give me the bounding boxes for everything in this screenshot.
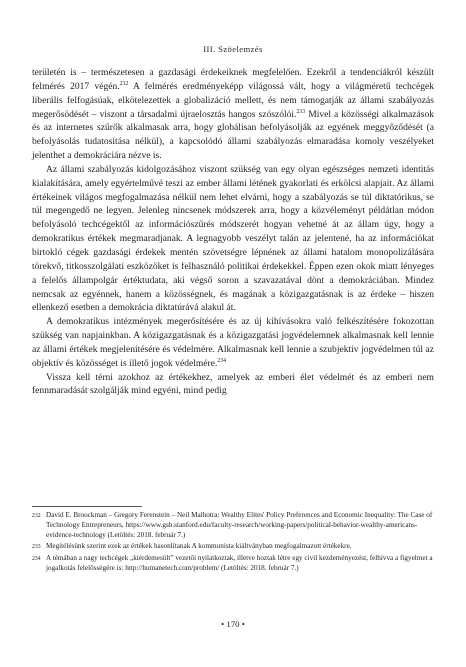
paragraph-text: Az állami szabályozás kidolgozásához viszont szükség van egy olyan egészséges nemzeti identitás kialakítására, amely egyértelművé teszi az ember állami létének gyakorlati és erkölcsi alapjait. Az állami értékeinek világos megfogalmazása nélkül nem lehet elvárni, hogy a szabályozás se túl diktatórikus, se túl megengedő ne legyen. Jelenleg nincsenek módszerek arra, hogy a közvéleményt példátlan módon befolyásoló techcégektől az információszűrés módszerét hogyan vehetné át az állam úgy, hogy a demokratikus értékek megmaradjanak. A legnagyobb veszélyt talán az jelentené, ha az információkat birtokló cégek gazdasági érdekek mentén szövetségre lépnének az állami hatalom monopolizálására törekvő, titkosszolgálati eszközöket is felhasználó politikai érdekekkel. Éppen ezen okok miatt lényeges a felelős állampolgár értéktudata, aki végső soron a szavazatával dönt a demokráciában. Mindez nemcsak az egyénnek, hanem a közösségnek, és magának a közigazgatásnak is az érdeke – hiszen ellenkező esetben a demokrácia diktatúrává alakul át. xyxy=(32,163,434,314)
footnote-text: A témában a nagy techcégek „kiérdemesült” vezetői nyilatkoztak, illetve hoztak létre egy civil kezdeményezést, felhívva a figyelmet a jogalkotás felelősségére is: http://humanetech.com/problem/ (Letöltés: 2018. február 7.) xyxy=(46,554,433,573)
footnote-reference[interactable]: 233 xyxy=(296,108,306,115)
page-number: • 170 • xyxy=(221,619,245,629)
paragraph xyxy=(32,371,434,399)
footnote-reference[interactable]: 234 xyxy=(217,357,227,364)
running-header: III. Szöelemzés xyxy=(203,44,263,54)
footnote-number: 232 xyxy=(32,513,41,519)
footnote xyxy=(32,541,434,552)
footnote-reference[interactable]: 232 xyxy=(119,80,129,87)
footnote-number: 233 xyxy=(32,544,41,551)
footnotes xyxy=(32,510,434,575)
paragraph-text: Vissza kell térni azokhoz az értékekhez, amelyek az emberi élet védelmét és az emberi nem fennmaradását szolgálják mind egyéni, mind pedig xyxy=(32,371,434,397)
footnote-divider xyxy=(32,506,142,507)
paragraph-text: területén is – természetesen a gazdasági érdekeiknek megfelelően. Ezekről a tendenciákról készült felmérés 2017 végén. xyxy=(32,67,434,92)
paragraph xyxy=(32,66,434,163)
footnote-text: David E. Broockman – Gregory Ferenstein – Neil Malhotra: Wealthy Elites' Policy Preferences and Economic Inequality: The Case of Technology Entrepreneurs, https://www.gsb.stanford.edu/faculty-research/working-papers/political-behavior-wealthy-americans-evidence-technology (Letöltés: 2018. február 7.) xyxy=(46,511,433,540)
footnote xyxy=(32,510,434,540)
footnote-number: 234 xyxy=(32,556,41,563)
footnote-text: Megítélésünk szerint ezek az értékek hasonlítanak A kommunista kiáltványban megfogalmazott értékekre. xyxy=(46,542,352,551)
paragraph xyxy=(32,315,434,370)
footnote xyxy=(32,553,434,573)
paragraph-text: A demokratikus intézmények megerősítésére és az új kihívásokra való felkészítésére fokozottan szükség van napjainkban. A közigazgatásnak és a közigazgatási jogvédelemnek alkalmasnak kell lennie az állami értékek megjelenítésére és védelmére. Alkalmasnak kell lennie a szubjektív jogvédelmen túl az objektív és közösséget is illető jogok védelmére. xyxy=(32,316,434,369)
paragraph-text: A felmérés eredményeképp világossá vált, hogy a világméretű techcégek liberális felfogásúak, elkötelezettek a globalizáció mellett, és nem támogatják az állami szabályozás megerősödését – viszont a társadalmi újraelosztás hangos szószólói. xyxy=(32,80,435,120)
paragraph-text: Mivel a közösségi alkalmazások és az internetes szűrők alkalmasak arra, hogy globálisan befolyásolják az egyének meggyőződését (a befolyásolás tudatosítása nélkül), a kapcsolódó állami szabályozás elmaradása komoly veszélyeket jelenthet a demokráciára nézve is. xyxy=(32,108,434,162)
paragraph xyxy=(32,163,434,315)
body-text xyxy=(32,66,434,398)
